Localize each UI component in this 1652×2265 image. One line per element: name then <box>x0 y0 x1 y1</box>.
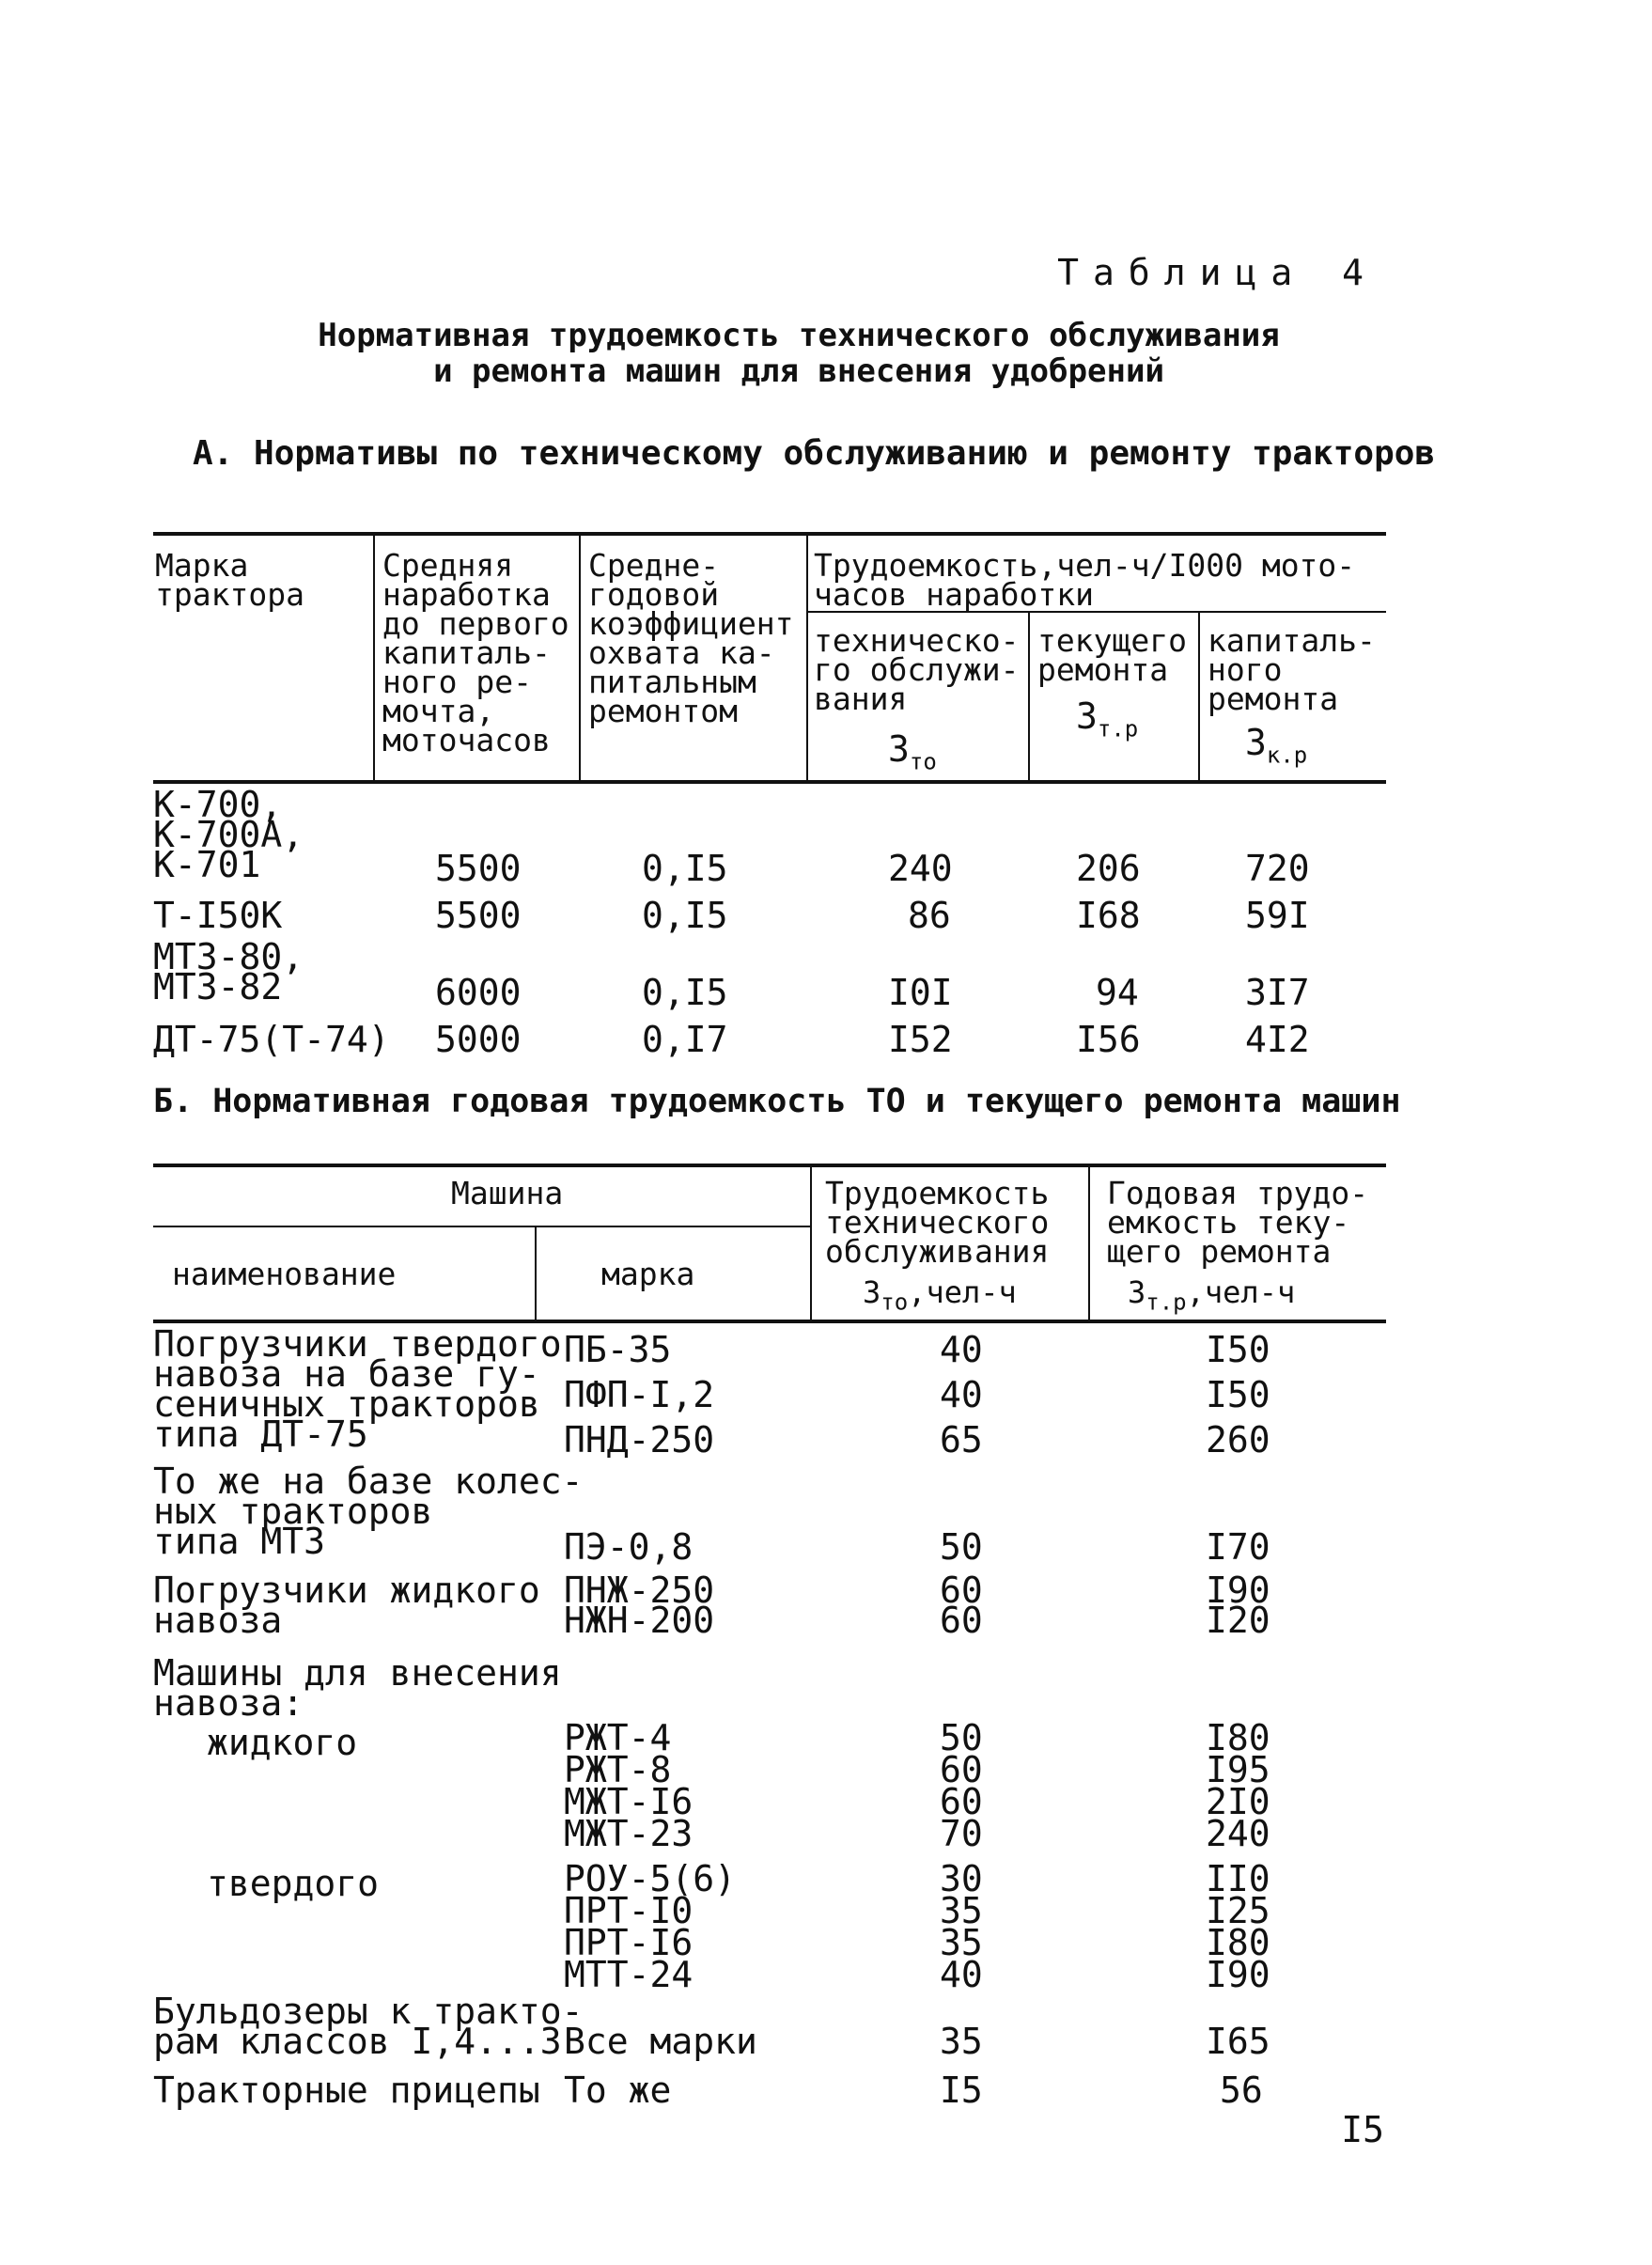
labor-tr-value: II0 <box>1206 1858 1270 1899</box>
row-kr: 59I <box>1245 895 1310 936</box>
labor-tr-value: I95 <box>1206 1749 1270 1790</box>
row-run: 5500 <box>435 848 522 889</box>
row-to: 86 <box>908 895 951 936</box>
labor-tr-value: 240 <box>1206 1813 1270 1854</box>
symbol-z-kr: $З_{к.р}$ <box>1245 722 1308 769</box>
header-capital-repair: капиталь- ного ремонта <box>1208 622 1376 717</box>
machine-model: Все марки <box>564 2021 757 2062</box>
header-machine: Машина <box>451 1175 564 1211</box>
labor-tr-value: I50 <box>1206 1374 1270 1415</box>
row-brand: ДТ-75(Т-74) <box>153 1019 390 1060</box>
header-current-repair: текущего ремонта <box>1037 622 1187 688</box>
row-run: 5000 <box>435 1019 522 1060</box>
labor-to-value: 30 <box>940 1858 983 1899</box>
labor-tr-value: I80 <box>1206 1717 1270 1758</box>
row-brand: Т-I50К <box>153 895 283 936</box>
labor-tr-value: I25 <box>1206 1890 1270 1931</box>
machine-model: НЖН-200 <box>564 1600 715 1641</box>
machine-model: ПРТ-I0 <box>564 1890 694 1931</box>
labor-to-value: 50 <box>940 1526 983 1568</box>
labor-to-value: 35 <box>940 2021 983 2062</box>
header-labor-group: Трудоемкость,чел-ч/I000 мото- часов наработки <box>814 547 1356 613</box>
machine-name: Бульдозеры к тракто- рам классов I,4...3 <box>153 1991 584 2062</box>
machine-name: Машины для внесения навоза: <box>153 1652 562 1724</box>
machine-model: РОУ-5(6) <box>564 1858 737 1899</box>
labor-to-value: 60 <box>940 1749 983 1790</box>
row-run: 6000 <box>435 972 522 1013</box>
table-b-vline <box>1088 1165 1090 1321</box>
row-to: I52 <box>888 1019 953 1060</box>
row-coef: 0,I5 <box>642 848 728 889</box>
machine-name: Погрузчики твердого навоза на базе гу- сеничных тракторов типа ДТ-75 <box>153 1323 562 1455</box>
row-kr: 4I2 <box>1245 1019 1310 1060</box>
table-b-group-rule <box>153 1226 811 1227</box>
row-tr: I56 <box>1076 1019 1141 1060</box>
machine-model: То же <box>564 2070 672 2111</box>
labor-tr-value: I65 <box>1206 2021 1270 2062</box>
table-a-vline <box>373 534 375 782</box>
table-label: Таблица 4 <box>1057 252 1378 293</box>
header-labor-tr: Годовая трудо- емкость теку- щего ремонта <box>1107 1175 1369 1270</box>
row-kr: 3I7 <box>1245 972 1310 1013</box>
labor-tr-value: I50 <box>1206 1329 1270 1370</box>
table-a-header-rule <box>153 780 1386 784</box>
symbol-z-to: $З_{то}$ <box>888 728 937 775</box>
table-title-line-1: Нормативная трудоемкость технического обслуживания <box>318 317 1280 354</box>
labor-tr-value: 56 <box>1220 2070 1263 2111</box>
row-run: 5500 <box>435 895 522 936</box>
machine-model: ПРТ-I6 <box>564 1922 694 1963</box>
row-brand: МТЗ-80, МТЗ-82 <box>153 936 304 1008</box>
machine-name: твердого <box>207 1863 380 1904</box>
machine-model: МЖТ-I6 <box>564 1781 694 1822</box>
machine-model: ПНЖ-250 <box>564 1570 715 1611</box>
machine-model: ПЭ-0,8 <box>564 1526 694 1568</box>
table-b-top-rule <box>153 1164 1386 1167</box>
labor-to-value: 40 <box>940 1374 983 1415</box>
labor-tr-value: I20 <box>1206 1600 1270 1641</box>
row-tr: I68 <box>1076 895 1141 936</box>
header-tractor-brand: Марка трактора <box>155 547 304 613</box>
machine-model: РЖТ-8 <box>564 1749 672 1790</box>
labor-to-value: 40 <box>940 1954 983 1995</box>
header-tech-service: техническо- го обслужи- вания <box>814 622 1020 717</box>
row-to: I0I <box>888 972 953 1013</box>
header-labor-tr-symbol: $З_{т.р},чел-ч$ <box>1128 1274 1296 1316</box>
row-tr: 206 <box>1076 848 1141 889</box>
machine-model: МТТ-24 <box>564 1954 694 1995</box>
labor-to-value: 60 <box>940 1781 983 1822</box>
header-mean-run: Средняя наработка до первого капиталь- ного ре- мочта, моточасов <box>382 547 569 758</box>
machine-model: МЖТ-23 <box>564 1813 694 1854</box>
section-b-title: Б. Нормативная годовая трудоемкость ТО и текущего ремонта машин <box>153 1083 1401 1120</box>
labor-to-value: 35 <box>940 1890 983 1931</box>
table-a-vline <box>579 534 581 782</box>
table-a-vline <box>1198 611 1200 782</box>
row-tr: 94 <box>1096 972 1139 1013</box>
labor-tr-value: I90 <box>1206 1954 1270 1995</box>
row-brand: К-700, К-700А, К-701 <box>153 784 304 885</box>
labor-to-value: 35 <box>940 1922 983 1963</box>
machine-name: жидкого <box>207 1722 358 1763</box>
labor-tr-value: I70 <box>1206 1526 1270 1568</box>
labor-tr-value: 260 <box>1206 1419 1270 1461</box>
labor-to-value: 60 <box>940 1600 983 1641</box>
symbol-z-tr: $З_{т.р}$ <box>1076 695 1139 742</box>
header-labor-to-symbol: $З_{то},чел-ч$ <box>863 1274 1017 1316</box>
labor-to-value: 50 <box>940 1717 983 1758</box>
row-coef: 0,I7 <box>642 1019 728 1060</box>
labor-tr-value: I90 <box>1206 1570 1270 1611</box>
header-coef: Средне- годовой коэффициент охвата ка- питальным ремонтом <box>588 547 794 729</box>
header-labor-to: Трудоемкость технического обслуживания <box>825 1175 1050 1270</box>
header-name: наименование <box>172 1256 397 1292</box>
labor-tr-value: 2I0 <box>1206 1781 1270 1822</box>
row-kr: 720 <box>1245 848 1310 889</box>
table-a-top-rule <box>153 532 1386 536</box>
machine-model: ПНД-250 <box>564 1419 715 1461</box>
table-title-line-2: и ремонта машин для внесения удобрений <box>433 352 1164 390</box>
machine-model: ПФП-I,2 <box>564 1374 715 1415</box>
machine-model: РЖТ-4 <box>564 1717 672 1758</box>
header-model: марка <box>601 1256 695 1292</box>
table-a-vline <box>1028 611 1030 782</box>
page-number: I5 <box>1341 2109 1384 2150</box>
labor-to-value: 60 <box>940 1570 983 1611</box>
row-coef: 0,I5 <box>642 895 728 936</box>
machine-name: Тракторные прицепы <box>153 2070 540 2111</box>
labor-to-value: 65 <box>940 1419 983 1461</box>
row-to: 240 <box>888 848 953 889</box>
machine-name: Погрузчики жидкого навоза <box>153 1570 540 1641</box>
section-a-title: А. Нормативы по техническому обслуживанию и ремонту тракторов <box>193 434 1436 473</box>
machine-model: ПБ-35 <box>564 1329 672 1370</box>
row-coef: 0,I5 <box>642 972 728 1013</box>
table-a-vline <box>806 534 808 782</box>
table-b-vline <box>810 1165 812 1321</box>
labor-to-value: 40 <box>940 1329 983 1370</box>
machine-name: То же на базе колес- ных тракторов типа МТЗ <box>153 1461 584 1562</box>
labor-to-value: 70 <box>940 1813 983 1854</box>
labor-tr-value: I80 <box>1206 1922 1270 1963</box>
table-b-vline <box>535 1227 537 1321</box>
labor-to-value: I5 <box>940 2070 983 2111</box>
